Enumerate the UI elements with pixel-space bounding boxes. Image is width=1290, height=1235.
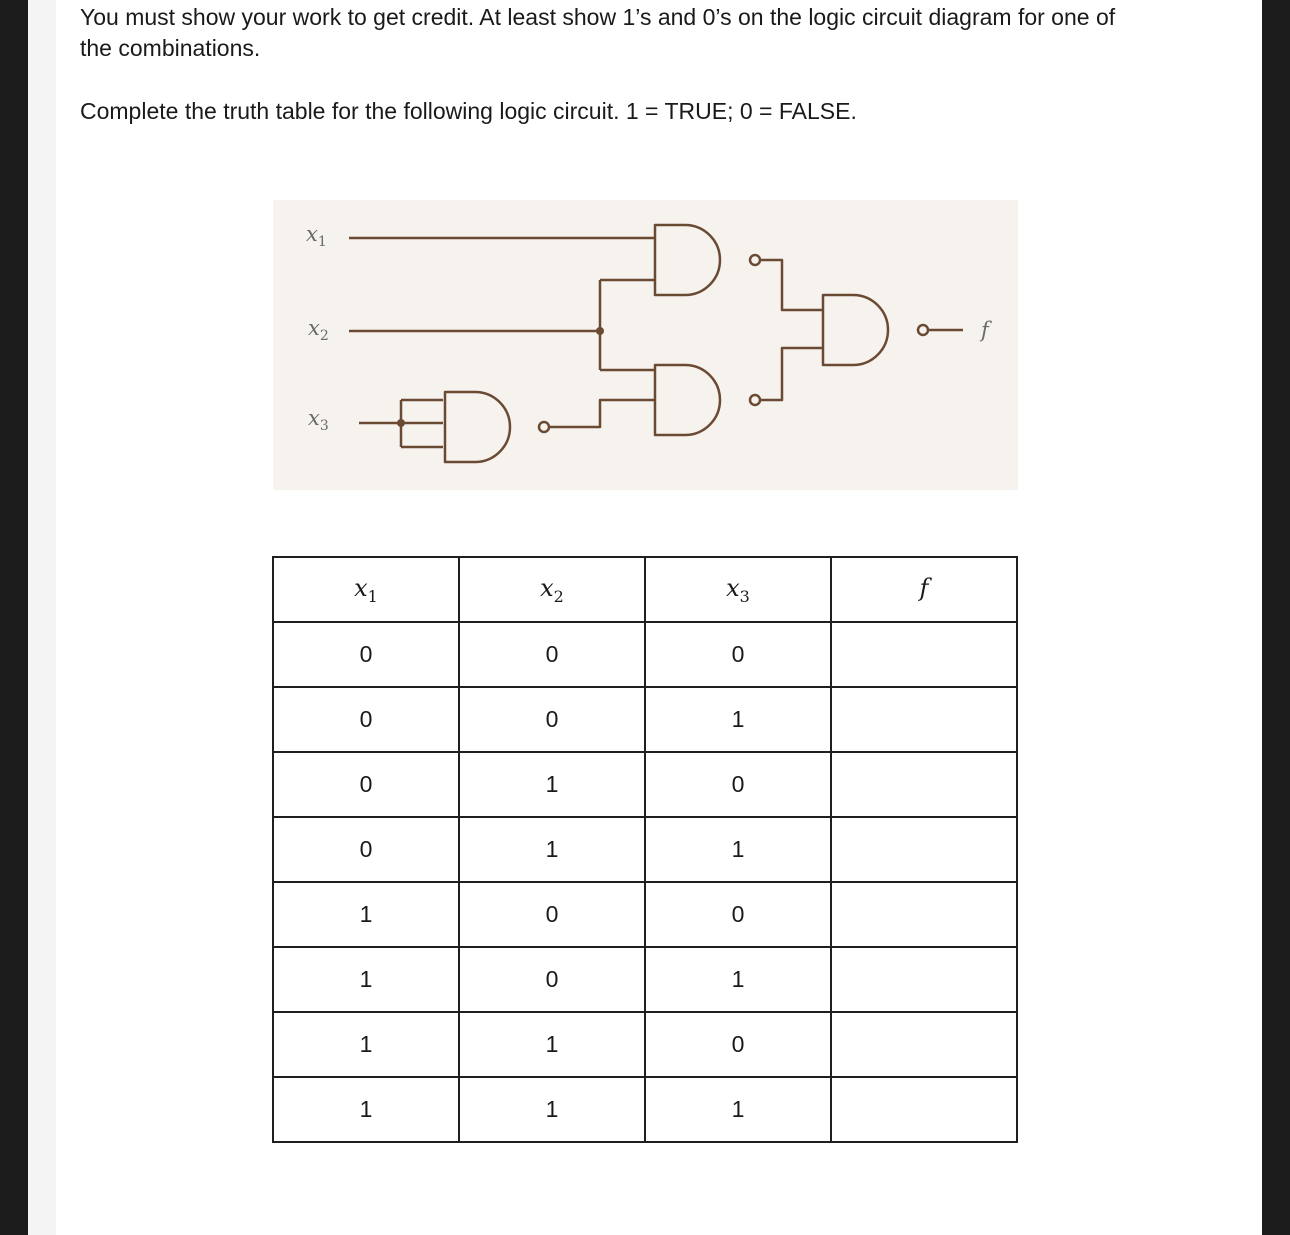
gate-nand-output <box>823 295 888 365</box>
cell-x3: 1 <box>645 1077 831 1142</box>
input-label-x1: $x_1$ <box>306 222 327 251</box>
cell-x3: 0 <box>645 882 831 947</box>
cell-x1: 0 <box>273 622 459 687</box>
cell-x3: 1 <box>645 687 831 752</box>
cell-x2: 0 <box>459 687 645 752</box>
cell-f-answer[interactable] <box>831 1012 1017 1077</box>
cell-x3: 0 <box>645 622 831 687</box>
cell-f-answer[interactable] <box>831 882 1017 947</box>
gate-not-x3 <box>445 392 510 462</box>
window-right-edge <box>1262 0 1290 1235</box>
header-x3: $x_3$ <box>645 557 831 622</box>
document-page <box>28 0 1262 1235</box>
table-row <box>273 752 1017 817</box>
instruction-line-1: You must show your work to get credit. At least show 1’s and 0’s on the logic circuit diagram for one of <box>80 4 1116 30</box>
truth-table <box>272 556 1018 1143</box>
cell-x1: 0 <box>273 752 459 817</box>
cell-x1: 1 <box>273 947 459 1012</box>
table-row <box>273 1077 1017 1142</box>
cell-x1: 0 <box>273 817 459 882</box>
gate-nand-output-bubble <box>918 325 928 335</box>
output-label-f: f <box>981 318 989 342</box>
cell-x2: 1 <box>459 1077 645 1142</box>
cell-x3: 0 <box>645 752 831 817</box>
junction-x3 <box>397 419 405 427</box>
cell-x2: 1 <box>459 817 645 882</box>
table-row <box>273 817 1017 882</box>
input-label-x3: $x_3$ <box>308 406 329 435</box>
circuit-wiring <box>273 200 1018 490</box>
cell-x3: 1 <box>645 947 831 1012</box>
gate-not-x3-bubble <box>539 422 549 432</box>
gate-nand-bottom-bubble <box>750 395 760 405</box>
cell-f-answer[interactable] <box>831 947 1017 1012</box>
page-left-margin <box>28 0 56 1235</box>
gate-nand-top-bubble <box>750 255 760 265</box>
cell-x2: 1 <box>459 752 645 817</box>
cell-x2: 0 <box>459 947 645 1012</box>
wire-bottom-to-output <box>760 348 823 400</box>
cell-x1: 0 <box>273 687 459 752</box>
truth-table-header-row <box>273 557 1017 622</box>
table-row <box>273 687 1017 752</box>
input-label-x2: $x_2$ <box>308 316 329 345</box>
cell-x1: 1 <box>273 1012 459 1077</box>
table-row <box>273 882 1017 947</box>
header-f: f <box>831 557 1017 622</box>
cell-f-answer[interactable] <box>831 687 1017 752</box>
cell-x2: 1 <box>459 1012 645 1077</box>
cell-x1: 1 <box>273 1077 459 1142</box>
gate-nand-bottom <box>655 365 720 435</box>
cell-x2: 0 <box>459 622 645 687</box>
cell-f-answer[interactable] <box>831 622 1017 687</box>
cell-f-answer[interactable] <box>831 752 1017 817</box>
gate-nand-top <box>655 225 720 295</box>
junction-x2 <box>596 327 604 335</box>
cell-x1: 1 <box>273 882 459 947</box>
header-x2: $x_2$ <box>459 557 645 622</box>
cell-x2: 0 <box>459 882 645 947</box>
table-row <box>273 1012 1017 1077</box>
cell-f-answer[interactable] <box>831 1077 1017 1142</box>
cell-x3: 0 <box>645 1012 831 1077</box>
cell-x3: 1 <box>645 817 831 882</box>
cell-f-answer[interactable] <box>831 817 1017 882</box>
wire-x2-branch <box>600 280 655 370</box>
logic-circuit-diagram <box>273 200 1018 490</box>
wire-top-to-output <box>760 260 823 310</box>
instruction-line-2: the combinations. <box>80 35 261 61</box>
header-x1: $x_1$ <box>273 557 459 622</box>
table-row <box>273 622 1017 687</box>
wire-not-out <box>549 400 655 427</box>
table-row <box>273 947 1017 1012</box>
instruction-line-3: Complete the truth table for the following logic circuit. 1 = TRUE; 0 = FALSE. <box>80 98 857 124</box>
